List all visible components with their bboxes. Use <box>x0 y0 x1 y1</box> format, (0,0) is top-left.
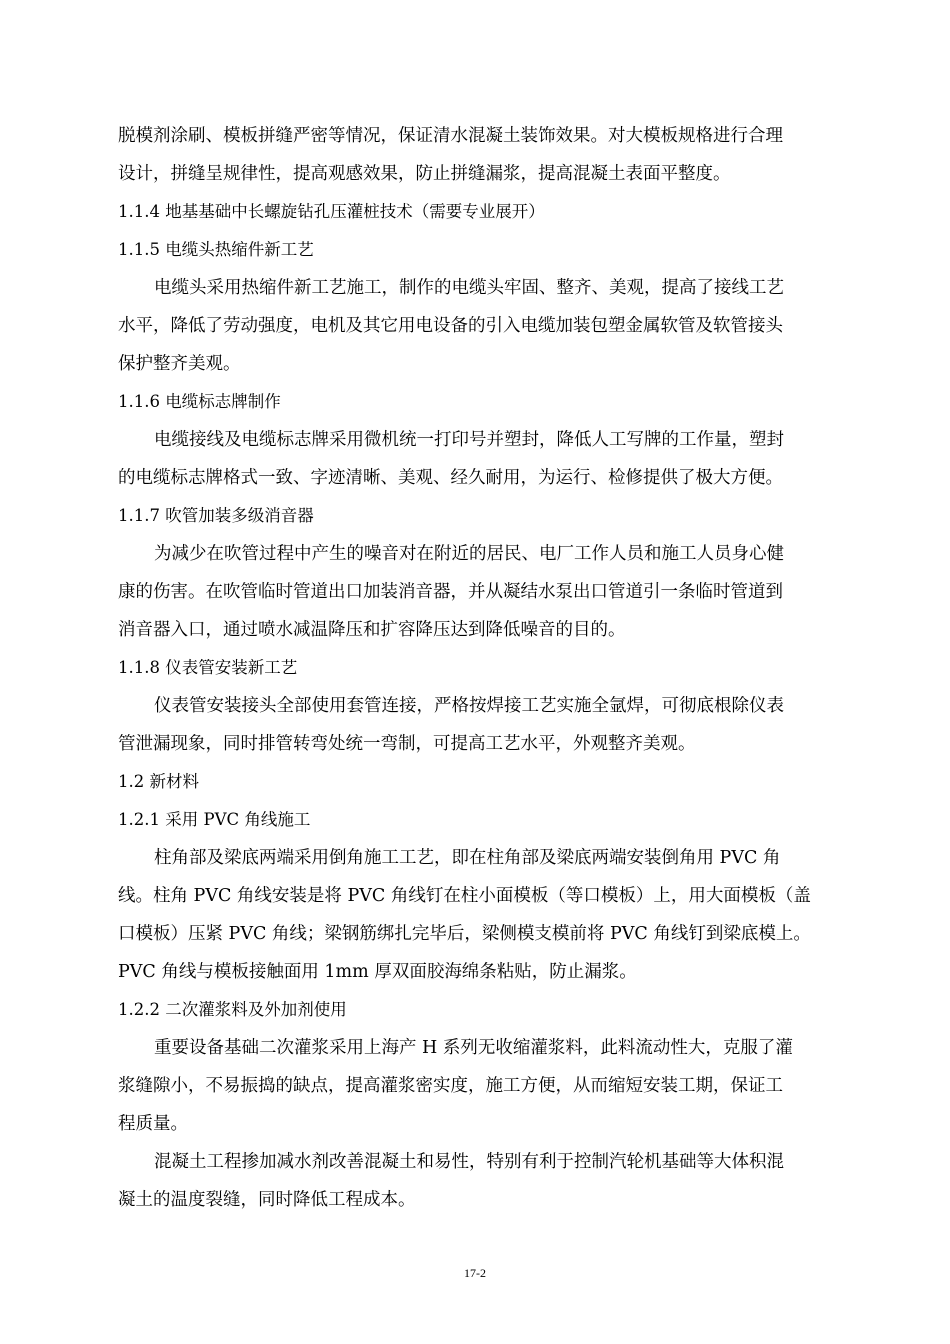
section-heading-1-1-7: 1.1.7 吹管加装多级消音器 <box>118 506 314 525</box>
paragraph-line: 保护整齐美观。 <box>118 354 241 374</box>
paragraph-line: 仪表管安装接头全部使用套管连接，严格按焊接工艺实施全氩焊，可彻底根除仪表 <box>154 696 784 716</box>
paragraph-line: 消音器入口，通过喷水减温降压和扩容降压达到降低噪音的目的。 <box>118 620 626 640</box>
paragraph-line: 电缆接线及电缆标志牌采用微机统一打印号并塑封，降低人工写牌的工作量，塑封 <box>154 430 784 450</box>
paragraph-line: 的电缆标志牌格式一致、字迹清晰、美观、经久耐用，为运行、检修提供了极大方便。 <box>118 468 783 488</box>
section-heading-1-1-4: 1.1.4 地基基础中长螺旋钻孔压灌桩技术（需要专业展开） <box>118 202 545 221</box>
section-heading-1-1-5: 1.1.5 电缆头热缩件新工艺 <box>118 240 314 259</box>
paragraph-line: 脱模剂涂刷、模板拼缝严密等情况，保证清水混凝土装饰效果。对大模板规格进行合理 <box>118 126 783 146</box>
paragraph-line: 设计，拼缝呈规律性，提高观感效果，防止拼缝漏浆，提高混凝土表面平整度。 <box>118 164 731 184</box>
paragraph-line: 口模板）压紧 PVC 角线；梁钢筋绑扎完毕后，梁侧模支模前将 PVC 角线钉到梁底模上。 <box>118 924 811 944</box>
paragraph-line: 水平，降低了劳动强度，电机及其它用电设备的引入电缆加装包塑金属软管及软管接头 <box>118 316 783 336</box>
paragraph-line: 凝土的温度裂缝，同时降低工程成本。 <box>118 1190 416 1210</box>
paragraph-line: 康的伤害。在吹管临时管道出口加装消音器，并从凝结水泵出口管道引一条临时管道到 <box>118 582 783 602</box>
paragraph-line: 重要设备基础二次灌浆采用上海产 H 系列无收缩灌浆料，此料流动性大，克服了灌 <box>154 1038 793 1058</box>
paragraph-line: 程质量。 <box>118 1114 188 1134</box>
paragraph-line: 为减少在吹管过程中产生的噪音对在附近的居民、电厂工作人员和施工人员身心健 <box>154 544 784 564</box>
section-heading-1-2: 1.2 新材料 <box>118 772 199 791</box>
section-heading-1-2-2: 1.2.2 二次灌浆料及外加剂使用 <box>118 1000 347 1019</box>
paragraph-line: 柱角部及梁底两端采用倒角施工工艺，即在柱角部及梁底两端安装倒角用 PVC 角 <box>154 848 781 868</box>
paragraph-line: 浆缝隙小，不易振捣的缺点，提高灌浆密实度，施工方便，从而缩短安装工期，保证工 <box>118 1076 783 1096</box>
paragraph-line: 线。柱角 PVC 角线安装是将 PVC 角线钉在柱小面模板（等口模板）上，用大面模板（盖 <box>118 886 811 906</box>
page-number: 17-2 <box>464 1266 486 1280</box>
paragraph-line: 管泄漏现象，同时排管转弯处统一弯制，可提高工艺水平，外观整齐美观。 <box>118 734 696 754</box>
section-heading-1-1-8: 1.1.8 仪表管安装新工艺 <box>118 658 298 677</box>
paragraph-line: 电缆头采用热缩件新工艺施工，制作的电缆头牢固、整齐、美观，提高了接线工艺 <box>154 278 784 298</box>
section-heading-1-2-1: 1.2.1 采用 PVC 角线施工 <box>118 810 311 829</box>
paragraph-line: 混凝土工程掺加减水剂改善混凝土和易性，特别有利于控制汽轮机基础等大体积混 <box>154 1152 784 1172</box>
section-heading-1-1-6: 1.1.6 电缆标志牌制作 <box>118 392 281 411</box>
paragraph-line: PVC 角线与模板接触面用 1mm 厚双面胶海绵条粘贴，防止漏浆。 <box>118 962 637 982</box>
